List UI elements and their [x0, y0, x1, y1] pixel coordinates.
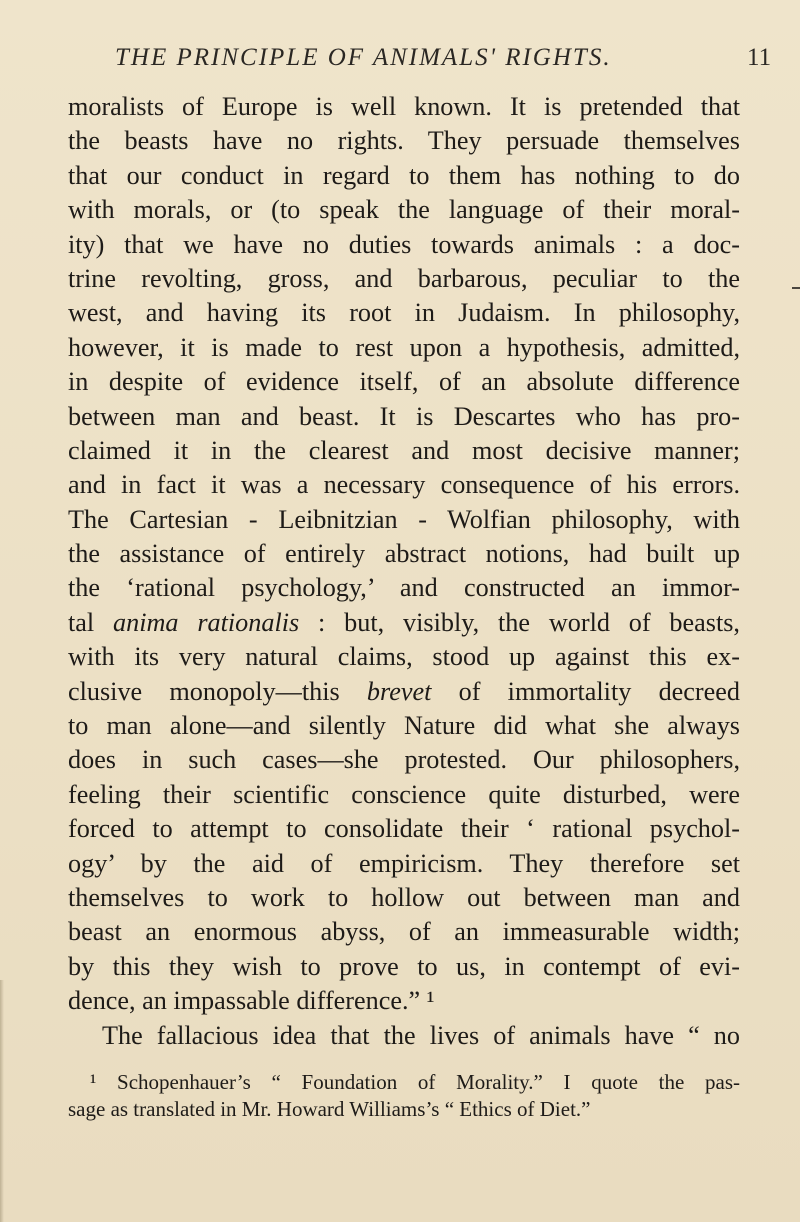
text-line: beast an enormous abyss, of an immeasurable width; — [68, 917, 740, 947]
italic-term: brevet — [366, 676, 432, 706]
text-line: with its very natural claims, stood up against this ex- — [68, 642, 740, 672]
text-line: does in such cases—she protested. Our philosophers, — [68, 745, 740, 775]
footnote-line: sage as translated in Mr. Howard Williams’s “ Ethics of Diet.” — [68, 1097, 591, 1121]
text-line: however, it is made to rest upon a hypothesis, admitted, — [68, 332, 740, 362]
text-line: ogy’ by the aid of empiricism. They therefore set — [68, 848, 740, 878]
text-line: themselves to work to hollow out between man and — [68, 882, 740, 912]
italic-term: anima rationalis — [113, 607, 300, 637]
text-line: trine revolting, gross, and barbarous, peculiar to the — [68, 263, 740, 293]
text-line: feeling their scientific conscience quite disturbed, were — [68, 779, 740, 809]
text-line: The Cartesian - Leibnitzian - Wolfian philosophy, with — [68, 504, 740, 534]
text-line: and in fact it was a necessary consequence of his errors. — [68, 470, 740, 500]
text-run: tal — [68, 607, 114, 637]
text-line: west, and having its root in Judaism. In philosophy, — [68, 298, 740, 328]
text-line: the ‘rational psychology,’ and constructed an immor- — [68, 573, 740, 603]
text-line: dence, an impassable difference.” ¹ — [68, 986, 435, 1016]
text-run: of immortality decreed — [431, 676, 740, 706]
page-edge-shadow — [0, 980, 4, 1222]
page-number: 11 — [747, 44, 772, 71]
text-line — [68, 606, 740, 640]
footnote — [68, 1069, 740, 1123]
text-line: forced to attempt to consolidate their ‘ rational psychol- — [68, 814, 740, 844]
text-run: : but, visibly, the world of beasts, — [299, 607, 740, 637]
text-line: ity) that we have no duties towards animals : a doc- — [68, 229, 740, 259]
text-line: in despite of evidence itself, of an absolute difference — [68, 367, 740, 397]
text-line: with morals, or (to speak the language of their moral- — [68, 195, 740, 225]
body-text — [68, 90, 740, 1053]
text-line: to man alone—and silently Nature did what she always — [68, 711, 740, 741]
text-line — [68, 675, 740, 709]
running-title: THE PRINCIPLE OF ANIMALS' RIGHTS. — [115, 44, 612, 71]
margin-mark — [792, 287, 800, 289]
text-line: claimed it in the clearest and most decisive manner; — [68, 435, 740, 465]
text-line: by this they wish to prove to us, in contempt of evi- — [68, 951, 740, 981]
text-line: the assistance of entirely abstract notions, had built up — [68, 539, 740, 569]
text-line: moralists of Europe is well known. It is pretended that — [68, 92, 740, 121]
text-line: between man and beast. It is Descartes who has pro- — [68, 401, 740, 431]
text-line: that our conduct in regard to them has nothing to do — [68, 160, 740, 190]
text-line-indented: The fallacious idea that the lives of animals have “ no — [102, 1020, 740, 1050]
text-run: clusive monopoly—this — [68, 676, 367, 706]
footnote-line: ¹ Schopenhauer’s “ Foundation of Morality.” I quote the pas- — [90, 1070, 740, 1094]
text-line: the beasts have no rights. They persuade themselves — [68, 126, 740, 156]
